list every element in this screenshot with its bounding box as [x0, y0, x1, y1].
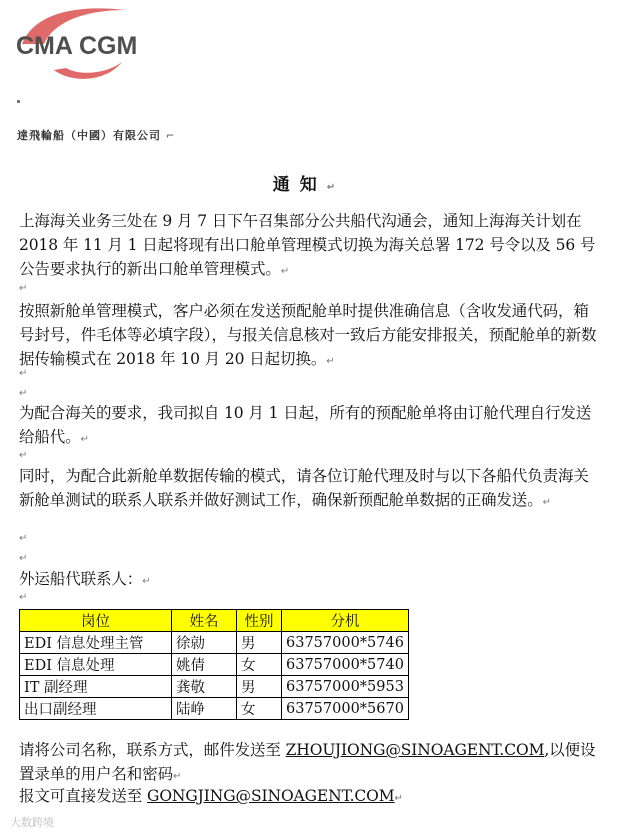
cell-extension: 63757000*5953 [282, 676, 409, 698]
paragraph-3 [19, 401, 604, 452]
watermark [10, 814, 54, 830]
cell-name: 姚倩 [172, 654, 237, 676]
paragraph-4 [19, 464, 604, 515]
paragraph-4-text: 同时，为配合此新舱单数据传输的模式，请各位订舱代理及时与以下各船代负责海关新舱单测试的联系人联系并做好测试工作，确保新预配舱单数据的正确发送。 [19, 467, 589, 509]
paragraph-1 [19, 209, 604, 284]
cell-name: 陆峥 [172, 698, 237, 720]
column-header-gender: 性别 [237, 610, 282, 632]
paragraph-mark: ⌐ [165, 131, 176, 142]
paragraph-mark: ↵ [19, 592, 28, 603]
footer-line2-prefix: 报文可直接发送至 [19, 787, 148, 805]
paragraph-mark: ↵ [326, 182, 346, 193]
table-header-row [20, 610, 409, 632]
footer-instructions [19, 738, 604, 789]
cell-name: 龚敬 [172, 676, 237, 698]
paragraph-mark: ↵ [326, 356, 335, 367]
cell-extension: 63757000*5670 [282, 698, 409, 720]
notice-title [0, 170, 618, 195]
cell-position: 出口副经理 [20, 698, 172, 720]
cell-position: EDI 信息处理主管 [20, 632, 172, 654]
email-link-zhoujiong[interactable]: ZHOUJIONG@SINOAGENT.COM [285, 741, 545, 759]
notice-title-text: 通知 [272, 175, 327, 195]
table-row [20, 632, 409, 654]
paragraph-1-text: 上海海关业务三处在 9 月 7 日下午召集部分公共船代沟通会，通知上海海关计划在 2018 年 11 月 1 日起将现有出口舱单管理模式切换为海关总署 172 号令以及 56 号公告要求执行的新出口舱单管理模式。 [19, 212, 596, 278]
cell-position: IT 副经理 [20, 676, 172, 698]
logo-text: CMA CGM [16, 32, 138, 60]
paragraph-mark: ↵ [19, 450, 28, 461]
table-row [20, 654, 409, 676]
paragraph-mark: ↵ [80, 434, 89, 445]
footer-line2 [19, 784, 604, 811]
footer-line1-prefix: 请将公司名称，联系方式，邮件发送至 [19, 741, 286, 759]
paragraph-mark: ↵ [19, 533, 28, 544]
company-name-text: 達飛輪船（中國）有限公司 [17, 129, 161, 142]
paragraph-mark: ↵ [19, 388, 28, 399]
paragraph-mark: ↵ [394, 793, 403, 804]
contacts-heading: 外运船代联系人： [19, 570, 143, 588]
table-row [20, 698, 409, 720]
cell-name: 徐勍 [172, 632, 237, 654]
column-header-name: 姓名 [172, 610, 237, 632]
cell-position: EDI 信息处理 [20, 654, 172, 676]
watermark-text: 大数跨境 [10, 816, 54, 829]
cell-gender: 男 [237, 676, 282, 698]
paragraph-2-text: 按照新舱单管理模式，客户必须在发送预配舱单时提供准确信息（含收发通代码，箱号封号，件毛体等必填字段），与报关信息核对一致后方能安排报关，预配舱单的新数据传输模式在 2018 年 10 月 20 日起切换。 [19, 302, 597, 368]
paragraph-2 [19, 299, 604, 374]
paragraph-mark: ↵ [19, 283, 28, 294]
table-row [20, 676, 409, 698]
footer-line1-suffix: ,以便设置录单的用户名和密码 [19, 741, 596, 783]
cell-extension: 63757000*5746 [282, 632, 409, 654]
paragraph-mark [17, 100, 20, 103]
cell-extension: 63757000*5740 [282, 654, 409, 676]
paragraph-mark: ↵ [280, 266, 290, 277]
cell-gender: 男 [237, 632, 282, 654]
cma-cgm-logo [14, 4, 146, 84]
company-name [17, 127, 175, 143]
email-link-gongjing[interactable]: GONGJING@SINOAGENT.COM [147, 787, 395, 805]
paragraph-mark: ↵ [542, 497, 551, 508]
contacts-table [19, 609, 409, 720]
cell-gender: 女 [237, 654, 282, 676]
column-header-extension: 分机 [282, 610, 409, 632]
paragraph-mark: ↵ [19, 553, 28, 564]
paragraph-mark: ↵ [19, 368, 28, 379]
column-header-position: 岗位 [20, 610, 172, 632]
paragraph-5 [19, 567, 604, 594]
cell-gender: 女 [237, 698, 282, 720]
paragraph-mark: ↵ [173, 771, 182, 782]
paragraph-3-text: 为配合海关的要求，我司拟自 10 月 1 日起，所有的预配舱单将由订舱代理自行发送给船代。 [19, 404, 592, 446]
paragraph-mark: ↵ [142, 576, 151, 587]
